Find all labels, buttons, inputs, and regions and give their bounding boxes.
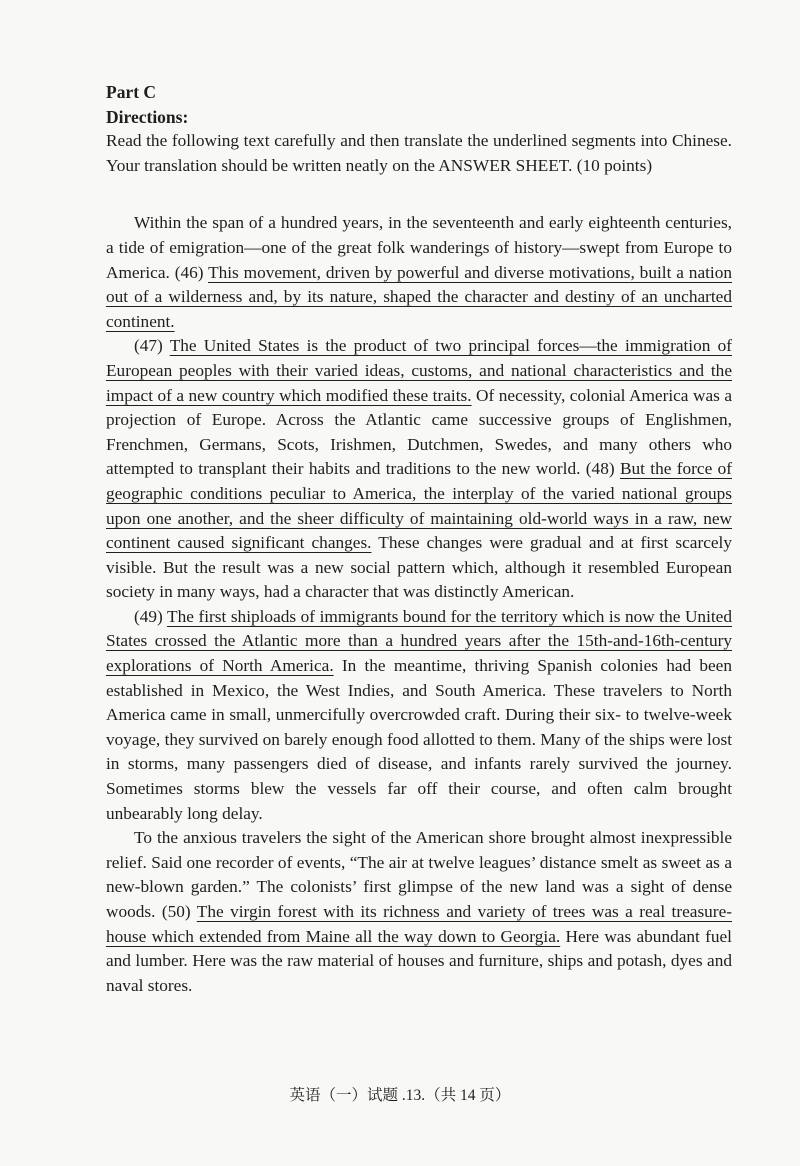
- passage-paragraph-3: [106, 605, 732, 826]
- underlined-segment-47: The United States is the product of two principal forces—the immigration of European peoples with their varied ideas, customs, and national characteristics and the impact of a new country which modified these traits.: [106, 336, 732, 405]
- paragraph-segment: (49): [134, 606, 168, 626]
- page-footer: 英语（一）试题 .13.（共 14 页）: [289, 1087, 511, 1104]
- underlined-segment-46: This movement, driven by powerful and diverse motivations, built a nation out of a wilderness and, by its nature, shaped the character and destiny of an uncharted continent.: [106, 262, 732, 331]
- paragraph-segment: Here was abundant fuel and lumber. Here was the raw material of houses and furniture, ships and potash, dyes and naval stores.: [106, 926, 732, 995]
- paragraph-segment: (47): [134, 336, 170, 356]
- passage-paragraph-2: [106, 334, 732, 605]
- part-title: Part C: [106, 82, 157, 102]
- directions-title: Directions:: [106, 106, 189, 127]
- paragraph-segment: Of necessity, colonial America was a projection of Europe. Across the Atlantic came successive groups of Englishmen, Frenchmen, Germans, Scots, Irishmen, Dutchmen, Swedes, and many others who attempted to transplant their habits and traditions to the new world. (48): [106, 385, 732, 479]
- passage-paragraph-1: [106, 211, 732, 334]
- paragraph-segment: These changes were gradual and at first scarcely visible. But the result was a new social pattern which, although it resembled European society in many ways, had a character that was distinctly American.: [106, 533, 732, 602]
- underlined-segment-50: The virgin forest with its richness and variety of trees was a real treasure-house which extended from Maine all the way down to Georgia.: [106, 902, 732, 946]
- passage-paragraph-4: [106, 826, 732, 998]
- paragraph-segment: To the anxious travelers the sight of the American shore brought almost inexpressible relief. Said one recorder of events, “The air at twelve leagues’ distance smelt as sweet as a new-blown garden.” The colonists’ first glimpse of the new land was a sight of dense woods. (50): [106, 828, 732, 921]
- directions-text: Read the following text carefully and then translate the underlined segments into Chinese. Your translation should be written neatly on the ANSWER SHEET. (10 points): [106, 131, 732, 175]
- section-gap: [106, 178, 732, 211]
- paragraph-segment: Within the span of a hundred years, in the seventeenth and early eighteenth centuries, a tide of emigration—one of the great folk wanderings of history—swept from Europe to America. (46): [106, 213, 732, 282]
- paragraph-segment: In the meantime, thriving Spanish colonies had been established in Mexico, the West Indies, and South America. These travelers to North America came in small, unmercifully overcrowded craft. During their six- to twelve-week voyage, they survived on barely enough food allotted to them. Many of the ships were lost in storms, many passengers died of disease, and infants rarely survived the journey. Sometimes storms blew the vessels far off their course, and often calm brought unbearably long delay.: [106, 656, 732, 823]
- page-content: [106, 80, 732, 998]
- underlined-segment-49: The first shiploads of immigrants bound for the territory which is now the United States crossed the Atlantic more than a hundred years after the 15th-and-16th-century explorations of North America.: [106, 606, 732, 676]
- underlined-segment-48: But the force of geographic conditions peculiar to America, the interplay of the varied national groups upon one another, and the sheer difficulty of maintaining old-world ways in a raw, new continent caused significant changes.: [106, 459, 732, 553]
